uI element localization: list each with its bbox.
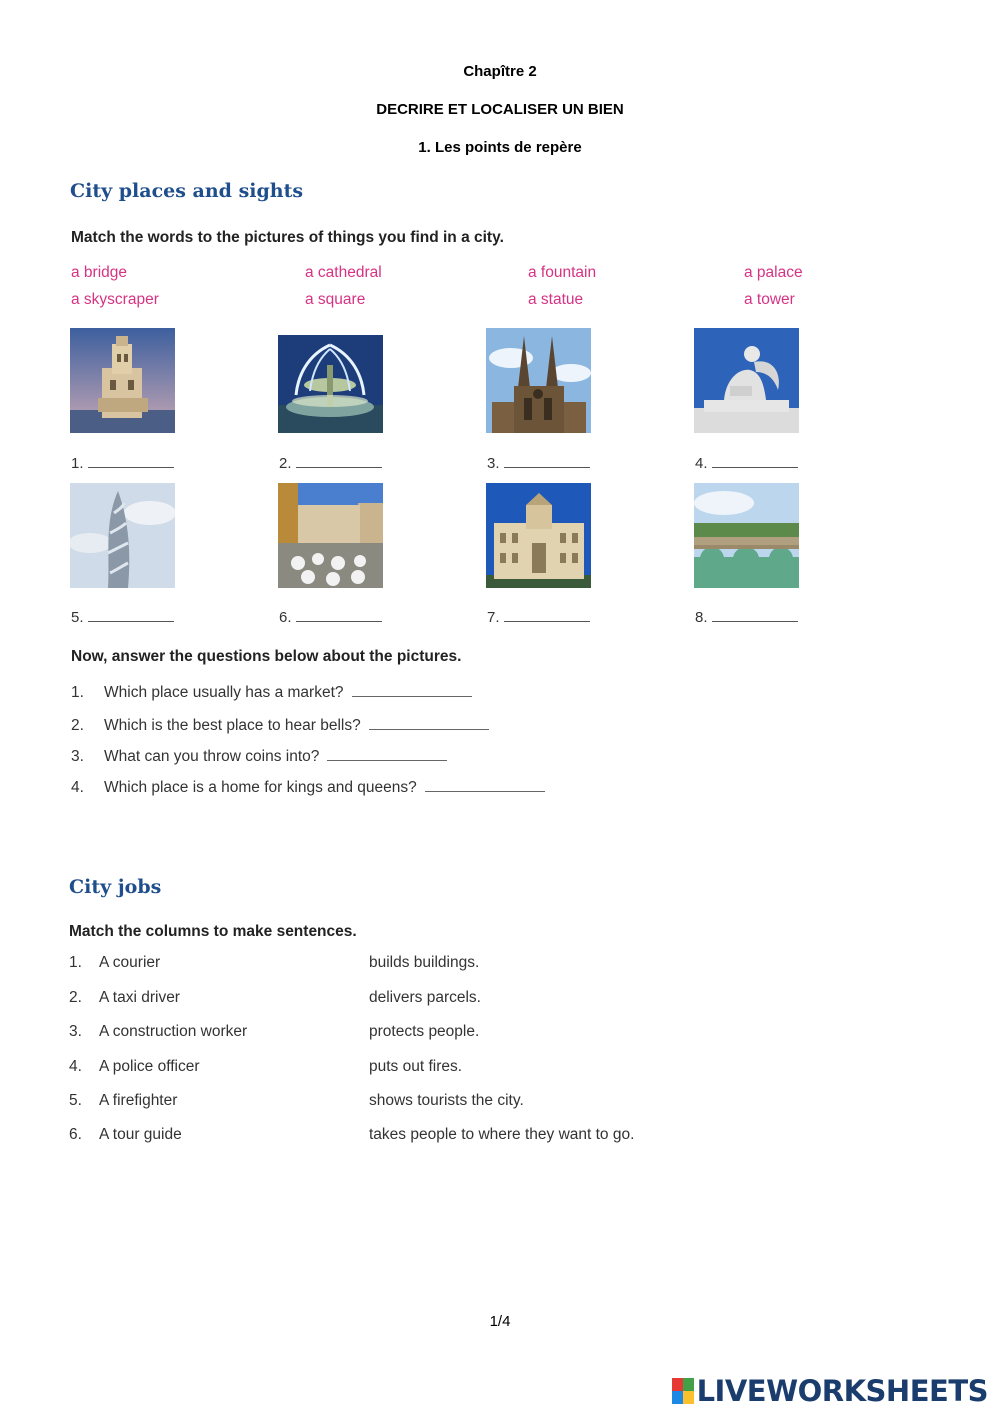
answer-line-5[interactable] xyxy=(71,609,174,626)
page-number: 1/4 xyxy=(489,1313,511,1330)
word-bank-item: a square xyxy=(305,291,366,308)
square-photo xyxy=(278,483,383,588)
answer-blank[interactable] xyxy=(504,609,590,622)
question-text: Which place is a home for kings and queens? xyxy=(104,779,417,796)
answer-blank[interactable] xyxy=(88,455,174,468)
word-bank-item: a statue xyxy=(528,291,584,308)
job-left-item[interactable] xyxy=(69,1023,247,1041)
section-heading: 1. Les points de repère xyxy=(418,139,582,156)
chapter-heading: Chapître 2 xyxy=(463,63,537,80)
answer-line-7[interactable] xyxy=(487,609,590,626)
answer-blank[interactable] xyxy=(296,609,382,622)
job-right-item[interactable]: shows tourists the city. xyxy=(369,1092,524,1109)
picture-number: 4. xyxy=(695,455,708,472)
picture-number: 7. xyxy=(487,609,500,626)
job-left-item[interactable] xyxy=(69,1092,177,1110)
job-number: 2. xyxy=(69,989,82,1006)
question-number: 1. xyxy=(71,684,84,701)
job-left-item[interactable] xyxy=(69,1126,182,1144)
answer-line-2[interactable] xyxy=(279,455,382,472)
answer-blank[interactable] xyxy=(712,609,798,622)
job-right-item[interactable]: delivers parcels. xyxy=(369,989,481,1006)
picture-number: 2. xyxy=(279,455,292,472)
job-number: 3. xyxy=(69,1023,82,1040)
job-number: 4. xyxy=(69,1058,82,1075)
statue-photo xyxy=(694,328,799,433)
job-number: 5. xyxy=(69,1092,82,1109)
skyscraper-photo xyxy=(70,483,175,588)
word-bank-item: a bridge xyxy=(71,264,128,281)
answer-blank[interactable] xyxy=(296,455,382,468)
job-right-item[interactable]: builds buildings. xyxy=(369,954,480,971)
tower-photo xyxy=(70,328,175,433)
word-bank-item: a fountain xyxy=(528,264,597,281)
answer-line-4[interactable] xyxy=(695,455,798,472)
questions-instruction: Now, answer the questions below about the pictures. xyxy=(71,648,462,665)
logo-icon xyxy=(672,1378,694,1404)
job-right-item[interactable]: protects people. xyxy=(369,1023,480,1040)
question-answer-field[interactable] xyxy=(369,717,489,730)
job-left-item[interactable] xyxy=(69,989,180,1007)
question-row xyxy=(71,779,545,797)
bridge-photo xyxy=(694,483,799,588)
question-answer-field[interactable] xyxy=(352,684,472,697)
question-text: Which is the best place to hear bells? xyxy=(104,717,361,734)
picture-number: 3. xyxy=(487,455,500,472)
job-number: 6. xyxy=(69,1126,82,1143)
question-row xyxy=(71,684,472,702)
question-answer-field[interactable] xyxy=(425,779,545,792)
job-text: A construction worker xyxy=(99,1023,248,1040)
question-number: 3. xyxy=(71,748,84,765)
job-text: A taxi driver xyxy=(99,989,180,1006)
answer-blank[interactable] xyxy=(712,455,798,468)
answer-blank[interactable] xyxy=(504,455,590,468)
job-text: A firefighter xyxy=(99,1092,178,1109)
question-number: 4. xyxy=(71,779,84,796)
answer-line-1[interactable] xyxy=(71,455,174,472)
job-text: A courier xyxy=(99,954,161,971)
word-bank-item: a cathedral xyxy=(305,264,382,281)
cathedral-photo xyxy=(486,328,591,433)
jobs-instruction: Match the columns to make sentences. xyxy=(69,923,357,940)
answer-line-3[interactable] xyxy=(487,455,590,472)
liveworksheets-logo xyxy=(672,1374,988,1408)
answer-line-8[interactable] xyxy=(695,609,798,626)
answer-line-6[interactable] xyxy=(279,609,382,626)
job-text: A tour guide xyxy=(99,1126,182,1143)
chapter-subtitle: DECRIRE ET LOCALISER UN BIEN xyxy=(376,101,624,118)
logo-text: LIVEWORKSHEETS xyxy=(696,1374,988,1408)
picture-number: 8. xyxy=(695,609,708,626)
question-text: Which place usually has a market? xyxy=(104,684,344,701)
job-left-item[interactable] xyxy=(69,954,160,972)
answer-blank[interactable] xyxy=(88,609,174,622)
question-row xyxy=(71,717,489,735)
job-left-item[interactable] xyxy=(69,1058,200,1076)
word-bank-item: a palace xyxy=(744,264,803,281)
question-answer-field[interactable] xyxy=(327,748,447,761)
fountain-photo xyxy=(278,335,383,433)
question-text: What can you throw coins into? xyxy=(104,748,320,765)
city-places-title: City places and sights xyxy=(70,180,304,202)
picture-number: 1. xyxy=(71,455,84,472)
match-instruction: Match the words to the pictures of things you find in a city. xyxy=(71,229,504,246)
city-jobs-title: City jobs xyxy=(69,876,162,898)
question-row xyxy=(71,748,447,766)
word-bank-item: a skyscraper xyxy=(71,291,159,308)
word-bank-item: a tower xyxy=(744,291,795,308)
job-number: 1. xyxy=(69,954,82,971)
picture-number: 6. xyxy=(279,609,292,626)
picture-number: 5. xyxy=(71,609,84,626)
job-right-item[interactable]: takes people to where they want to go. xyxy=(369,1126,635,1143)
palace-photo xyxy=(486,483,591,588)
job-right-item[interactable]: puts out fires. xyxy=(369,1058,463,1075)
job-text: A police officer xyxy=(99,1058,200,1075)
question-number: 2. xyxy=(71,717,84,734)
